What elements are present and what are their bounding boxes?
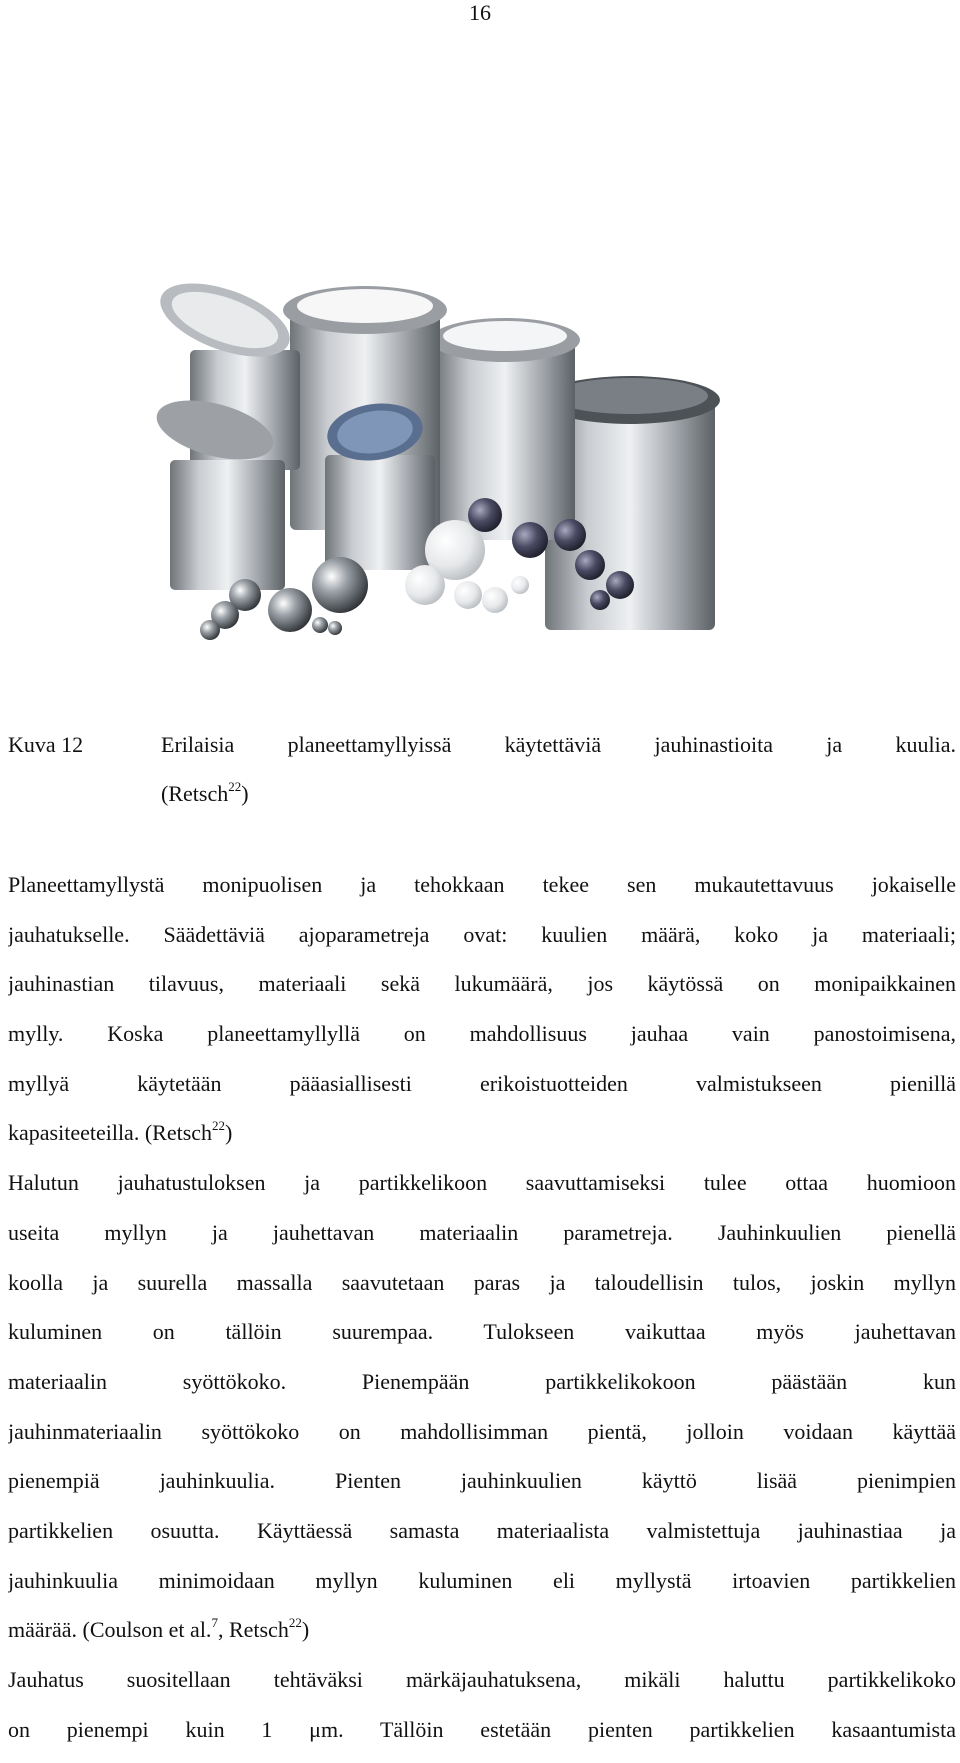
paragraph-line: materiaalin syöttökoko. Pienempään partikkelikokoon päästään kun	[8, 1368, 956, 1394]
paragraph-line: mylly. Koska planeettamyllyllä on mahdollisuus jauhaa vain panostoimisena,	[8, 1021, 956, 1047]
jar-front-blue	[324, 398, 435, 570]
paragraph-line: jauhatukselle. Säädettäviä ajoparametreja ovat: kuulien määrä, koko ja materiaali;	[8, 921, 956, 947]
paragraph-line: Planeettamyllystä monipuolisen ja tehokkaan tekee sen mukautettavuus jokaiselle	[8, 872, 956, 897]
page-number: 16	[469, 0, 491, 25]
grinding-jars-figure	[150, 270, 810, 720]
paragraph-line: Jauhatus suositellaan tehtäväksi märkäjauhatuksena, mikäli haluttu partikkelikoko	[8, 1667, 956, 1692]
paragraph-line: myllyä käytetään pääasiallisesti erikoistuotteiden valmistukseen pienillä	[8, 1070, 956, 1096]
paragraph-line: määrää. (Coulson et al.$^7$, Retsch$^{22}$)	[8, 1614, 310, 1643]
paragraph-line: pienempiä jauhinkuulia. Pienten jauhinkuulien käyttö lisää pienimpien	[8, 1468, 956, 1494]
paragraph-line: jauhinkuulia minimoidaan myllyn kuluminen eli myllystä irtoavien partikkelien	[8, 1567, 956, 1593]
jar-middle-right	[430, 318, 580, 540]
caption-label: Kuva 12	[8, 732, 84, 757]
caption-text: Erilaisia planeettamyllyissä käytettäviä jauhinastioita ja kuulia.	[161, 732, 956, 757]
paragraph-line: jauhinastian tilavuus, materiaali sekä lukumäärä, jos käytössä on monipaikkainen	[8, 971, 956, 997]
paragraph-line: kuluminen on tällöin suurempaa. Tulokseen vaikuttaa myös jauhettavan	[8, 1319, 956, 1345]
paragraph-line: kapasiteeteilla. (Retsch$^{22}$)	[8, 1118, 233, 1146]
paragraph-line: on pienempi kuin 1 μm. Tällöin estetään pienten partikkelien kasaantumista	[8, 1716, 956, 1742]
paragraph-line: Halutun jauhatustuloksen ja partikkelikoon saavuttamiseksi tulee ottaa huomioon	[8, 1170, 956, 1196]
paragraph-line: partikkelien osuutta. Käyttäessä samasta materiaalista valmistettuja jauhinastiaa ja	[8, 1517, 956, 1543]
paragraph-line: koolla ja suurella massalla saavutetaan paras ja taloudellisin tulos, joskin myllyn	[8, 1269, 956, 1295]
caption-reference: (Retsch$^{22}$)	[161, 778, 249, 806]
paragraph-line: useita myllyn ja jauhettavan materiaalin parametreja. Jauhinkuulien pienellä	[8, 1219, 956, 1245]
paragraph-line: jauhinmateriaalin syöttökoko on mahdollisimman pientä, jolloin voidaan käyttää	[8, 1418, 956, 1444]
body-text	[8, 860, 956, 1754]
